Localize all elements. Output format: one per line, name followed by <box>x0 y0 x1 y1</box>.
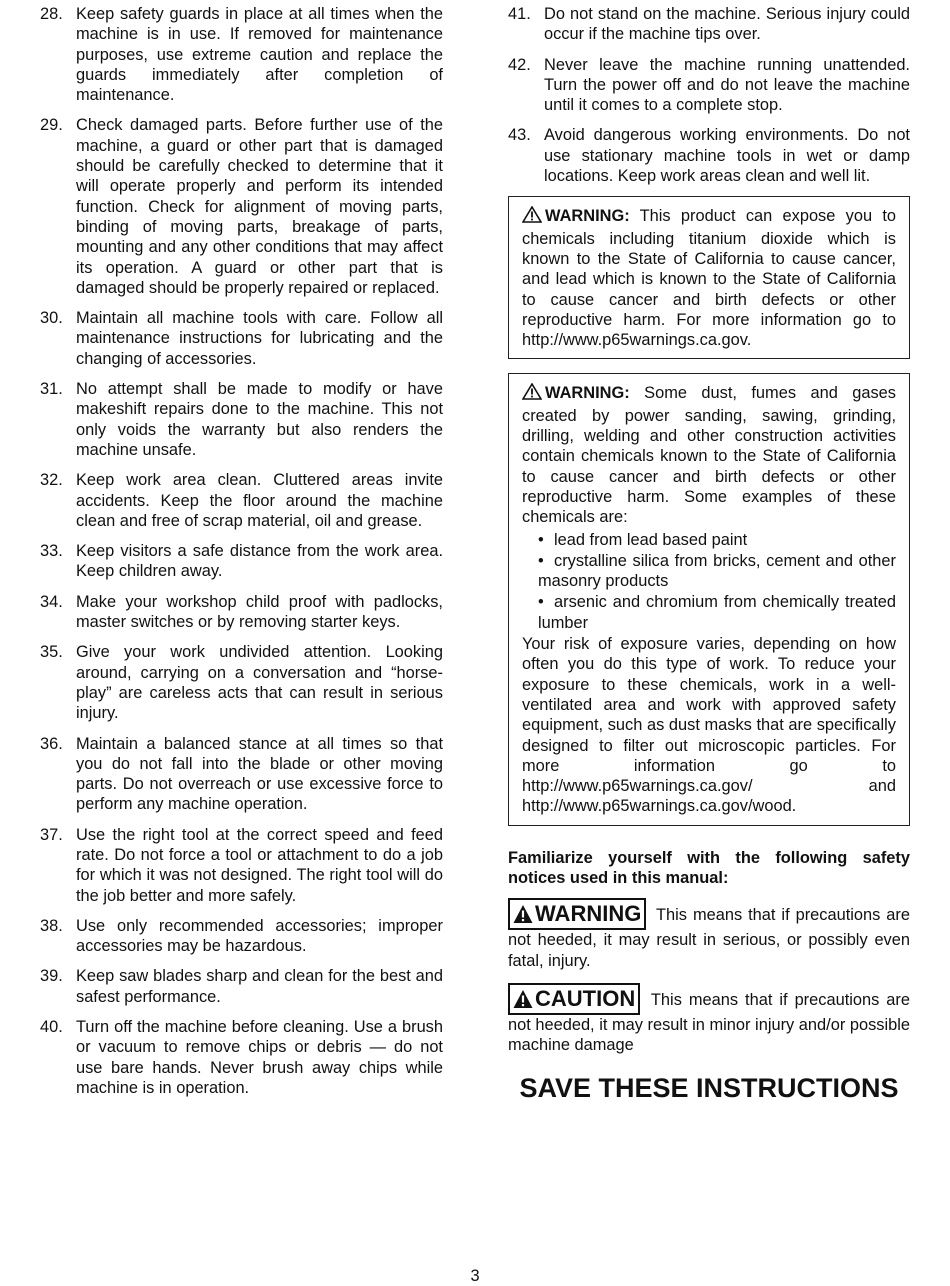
rule-number: 35. <box>40 643 63 662</box>
safety-rule-item <box>40 642 443 723</box>
notices-heading: Familiarize yourself with the following safety notices used in this manual: <box>508 848 910 887</box>
rule-number: 31. <box>40 380 63 399</box>
safety-rule-item <box>40 541 443 582</box>
caution-signal-label <box>508 983 640 1015</box>
warning-triangle-icon <box>513 989 533 1009</box>
safety-rule-item <box>40 916 443 957</box>
safety-rule-item <box>508 4 910 45</box>
warning-box-label: WARNING: <box>545 384 630 403</box>
rule-text: Use only recommended accessories; improper accessories may be hazardous. <box>76 916 443 956</box>
rule-text: Keep safety guards in place at all times when the machine is in use. If removed for maintenance purposes, use extreme caution and replace the guards immediately after completion of maintenance. <box>76 5 443 105</box>
warning-box-text-2: Your risk of exposure varies, depending on how often you do this type of work. To reduce your exposure to these chemicals, work in a well-ventilated area and work with approved safety equipment, such as dust masks that are specifically designed to filter out microscopic particles. For more information go to http://www.p65warnings.ca.gov/ and http://www.p65warnings.ca.gov/wood. <box>522 635 896 816</box>
rule-number: 37. <box>40 825 63 844</box>
rule-text: Keep saw blades sharp and clean for the best and safest performance. <box>76 967 443 1006</box>
right-column <box>508 4 910 1104</box>
caution-notice <box>508 983 910 1056</box>
rule-text: Never leave the machine running unattended. Turn the power off and do not leave the machine until it comes to a complete stop. <box>544 55 910 115</box>
rule-text: Avoid dangerous working environments. Do not use stationary machine tools in wet or damp locations. Keep work areas clean and well lit. <box>544 126 910 186</box>
safety-rule-item <box>40 379 443 460</box>
rule-number: 38. <box>40 916 63 935</box>
caution-notice-text: This means that if precautions are not heeded, it may result in minor injury and/or possible machine damage <box>508 990 910 1055</box>
safety-rule-item <box>40 470 443 531</box>
right-item-list <box>508 4 910 186</box>
rule-number: 39. <box>40 967 63 986</box>
rule-number: 41. <box>508 5 531 23</box>
chemical-example-text: arsenic and chromium from chemically treated lumber <box>538 593 896 632</box>
rule-text: Do not stand on the machine. Serious injury could occur if the machine tips over. <box>544 5 910 44</box>
rule-number: 33. <box>40 542 63 561</box>
safety-rule-item <box>40 308 443 369</box>
chemical-example-text: lead from lead based paint <box>554 530 748 549</box>
rule-text: Maintain all machine tools with care. Follow all maintenance instructions for lubricating and the changing of accessories. <box>76 309 443 368</box>
warning-box-p65-titanium <box>508 196 910 359</box>
rule-text: Make your workshop child proof with padlocks, master switches or by removing starter keys. <box>76 592 443 632</box>
left-column <box>40 4 443 1108</box>
warning-triangle-icon <box>513 904 533 924</box>
chemical-example-item <box>538 592 896 633</box>
page-number: 3 <box>470 1267 480 1285</box>
rule-text: Keep work area clean. Cluttered areas invite accidents. Keep the floor around the machine clean and free of scrap material, oil and grease. <box>76 471 443 530</box>
chemical-examples-list <box>522 530 896 633</box>
rule-text: Use the right tool at the correct speed and feed rate. Do not force a tool or attachment to do a job for which it was not designed. The right tool will do the job better and more safely. <box>76 825 443 905</box>
rule-number: 32. <box>40 471 63 490</box>
save-instructions-heading: SAVE THESE INSTRUCTIONS <box>519 1073 899 1104</box>
safety-rule-item <box>40 825 443 906</box>
chemical-example-text: crystalline silica from bricks, cement and other masonry products <box>538 551 896 591</box>
rule-number: 36. <box>40 734 63 753</box>
rule-number: 30. <box>40 309 63 328</box>
chemical-example-item <box>538 530 896 550</box>
safety-rule-item <box>40 592 443 633</box>
warning-notice-text: This means that if precautions are not heeded, it may result in serious, or possibly even fatal, injury. <box>508 906 910 970</box>
bullet-icon: • <box>538 530 544 549</box>
warning-triangle-icon <box>522 383 542 405</box>
warning-box-label: WARNING: <box>545 207 630 226</box>
bullet-icon: • <box>538 593 544 612</box>
warning-box-text: Some dust, fumes and gases created by power sanding, sawing, grinding, drilling, welding and other construction activities contain chemicals known to the State of California to cause cancer and birth defects or other reproductive harm. Some examples of these chemicals are: <box>522 384 896 527</box>
warning-signal-label <box>508 898 646 930</box>
safety-rule-item <box>40 966 443 1007</box>
rule-number: 43. <box>508 126 531 145</box>
rule-number: 42. <box>508 55 531 74</box>
warning-notice <box>508 898 910 971</box>
warning-box-dust <box>508 373 910 825</box>
rule-text: Give your work undivided attention. Looking around, carrying on a conversation and “horse-play” are careless acts that can result in serious injury. <box>76 643 443 723</box>
warning-signal-word: WARNING <box>535 901 642 927</box>
rule-number: 34. <box>40 592 63 611</box>
rule-number: 28. <box>40 5 63 23</box>
rule-text: Turn off the machine before cleaning. Use a brush or vacuum to remove chips or debris — do not use bare hands. Never brush away chips while machine is in operation. <box>76 1018 443 1097</box>
safety-rule-item <box>40 115 443 298</box>
chemical-example-item <box>538 551 896 592</box>
safety-rule-item <box>508 55 910 116</box>
rule-number: 40. <box>40 1018 63 1037</box>
safety-rule-item <box>508 125 910 186</box>
safety-rule-item <box>40 1017 443 1098</box>
warning-box-text: This product can expose you to chemicals including titanium dioxide which is known to the State of California to cause cancer, and lead which is known to the State of California to cause cancer and birth defects or other reproductive harm. For more information go to http://www.p65warnings.ca.gov. <box>522 207 896 350</box>
safety-rule-item <box>40 734 443 815</box>
rule-text: Check damaged parts. Before further use of the machine, a guard or other part that is damaged should be carefully checked to determine that it will operate properly and perform its intended function. Check for alignment of moving parts, binding of moving parts, breakage of parts, mounting and any other conditions that may affect its operation. A guard or other part that is damaged should be properly repaired or replaced. <box>76 116 443 297</box>
rule-text: Maintain a balanced stance at all times so that you do not fall into the blade or other moving parts. Do not overreach or use excessive force to perform any machine operation. <box>76 734 443 814</box>
safety-rule-item <box>40 4 443 105</box>
rule-text: Keep visitors a safe distance from the work area. Keep children away. <box>76 542 443 581</box>
rule-text: No attempt shall be made to modify or have makeshift repairs done to the machine. This not only voids the warranty but also renders the machine unsafe. <box>76 380 443 459</box>
bullet-icon: • <box>538 551 544 570</box>
warning-triangle-icon <box>522 206 542 228</box>
rule-number: 29. <box>40 116 63 135</box>
caution-signal-word: CAUTION <box>535 985 636 1011</box>
